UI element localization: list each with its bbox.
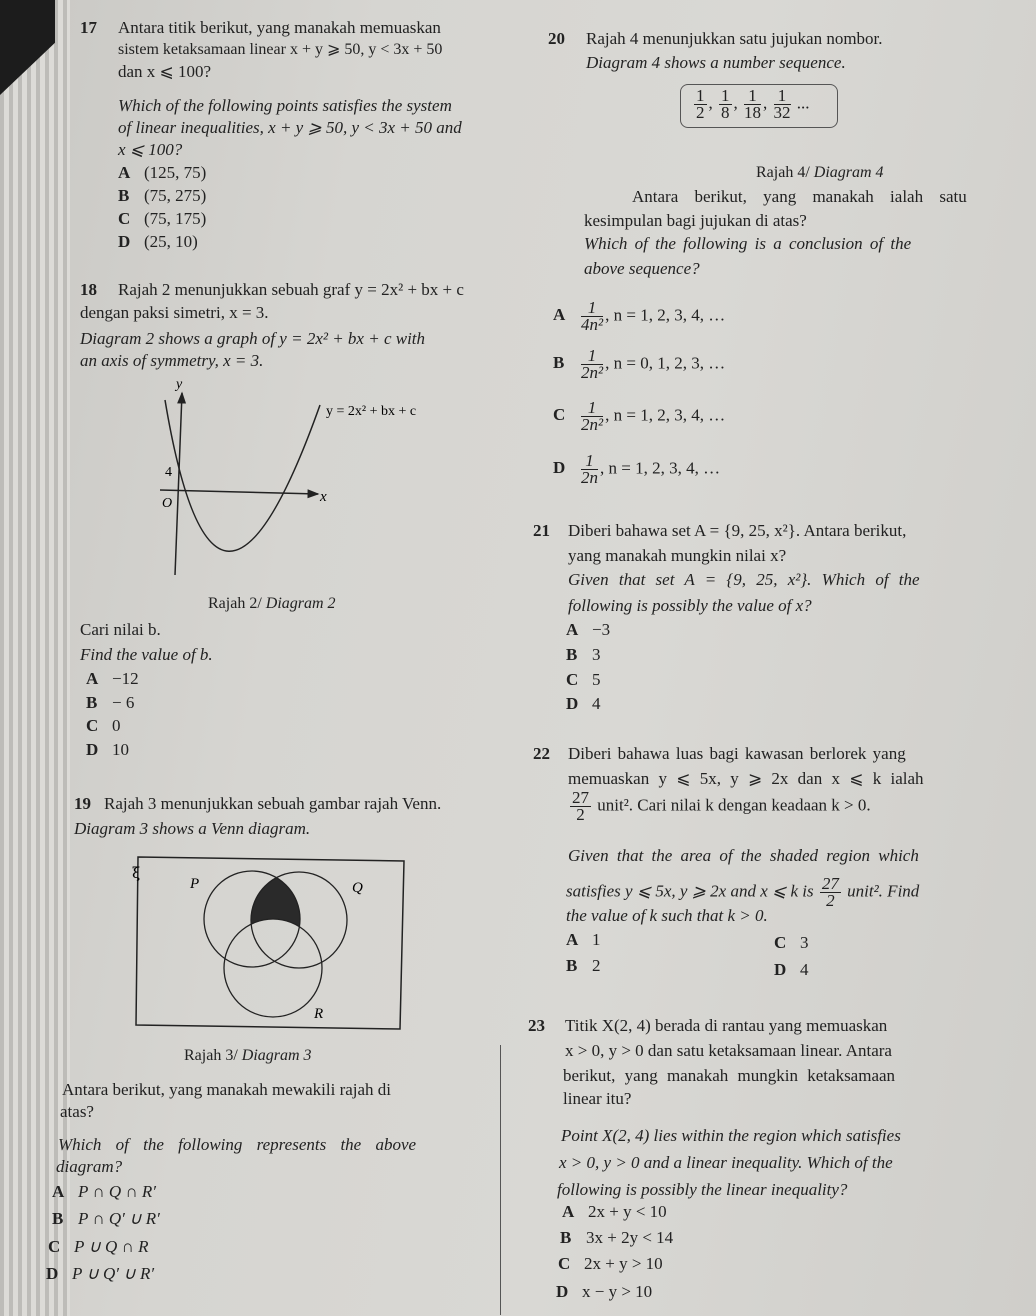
set-q-label: Q xyxy=(352,880,363,896)
question-number: 19 xyxy=(74,794,91,813)
option-key: C xyxy=(774,933,787,952)
option-key: C xyxy=(566,670,579,689)
option-key: A xyxy=(566,930,579,949)
column-divider xyxy=(500,1045,501,1315)
option-key: B xyxy=(566,956,578,975)
option-b[interactable] xyxy=(52,1209,160,1229)
question-number: 18 xyxy=(80,280,97,299)
option-key: A xyxy=(52,1182,65,1201)
option-key: A xyxy=(566,620,579,639)
ask-en: Which of the following represents the above xyxy=(58,1135,417,1154)
question-text-en-part: satisfies y ⩽ 5x, y ⩾ 2x and x ⩽ k is xyxy=(566,881,814,901)
option-fraction: $\frac{1}{\text{2n²}}$ xyxy=(581,346,604,382)
option-text: (25, 10) xyxy=(144,232,198,251)
question-text-ms: Rajah 2 menunjukkan sebuah graf y = 2x² + bx + c xyxy=(118,280,464,299)
option-key: D xyxy=(553,458,566,478)
option-text: 5 xyxy=(592,670,601,689)
option-key: C xyxy=(118,209,131,228)
option-key: D xyxy=(46,1264,59,1283)
option-d[interactable] xyxy=(556,1282,652,1302)
question-text-en: following is possibly the value of x? xyxy=(568,596,812,615)
sequence-term: $\frac{1}{32}$ xyxy=(773,86,791,122)
question-text-en: Point X(2, 4) lies within the region which satisfies xyxy=(561,1126,901,1145)
question-text-ms: Diberi bahawa luas bagi kawasan berlorek yang xyxy=(568,744,906,763)
question-number: 21 xyxy=(533,521,550,540)
ask-en: Find the value of b. xyxy=(80,645,213,664)
question-number: 23 xyxy=(528,1016,545,1035)
option-d[interactable] xyxy=(553,453,720,486)
option-text: 2x + y < 10 xyxy=(588,1202,667,1221)
caption-ms: Rajah 2/ xyxy=(208,595,262,612)
question-text-en: Diagram 3 shows a Venn diagram. xyxy=(74,819,311,838)
option-text: 10 xyxy=(112,740,129,759)
question-text-en: x > 0, y > 0 and a linear inequality. Which of the xyxy=(559,1153,893,1172)
option-key: C xyxy=(553,405,566,425)
ask-ms: kesimpulan bagi jujukan di atas? xyxy=(584,211,807,230)
option-text: 3 xyxy=(800,933,809,952)
option-key: A xyxy=(86,669,99,688)
ask-ms: Cari nilai b. xyxy=(80,620,161,639)
question-text-ms xyxy=(568,790,871,823)
question-text-en: following is possibly the linear inequality? xyxy=(557,1180,848,1199)
area-fraction: $\frac{27}{2}$ xyxy=(821,874,839,910)
question-text-ms: yang manakah mungkin nilai x? xyxy=(568,546,787,565)
option-d[interactable] xyxy=(566,694,601,714)
caption-en: Diagram 3 xyxy=(241,1047,312,1064)
question-text-ms: linear itu? xyxy=(563,1089,632,1108)
x-axis-label: x xyxy=(320,489,327,505)
question-text-ms: sistem ketaksamaan linear x + y ⩾ 50, y < 3x + 50 xyxy=(118,41,443,58)
option-c[interactable] xyxy=(566,670,601,690)
option-fraction: $\frac{1}{\text{2n²}}$ xyxy=(581,398,604,434)
option-b[interactable] xyxy=(553,348,725,381)
ask-ms: Antara berikut, yang manakah mewakili rajah di xyxy=(62,1080,392,1099)
option-text: P ∩ Q′ ∪ R′ xyxy=(78,1209,160,1228)
universal-set-label: ξ xyxy=(132,864,141,882)
option-key: A xyxy=(553,305,566,325)
question-text-en: Diagram 4 shows a number sequence. xyxy=(586,53,846,72)
area-fraction: $\frac{27}{2}$ xyxy=(572,788,589,824)
question-number: 20 xyxy=(548,29,565,48)
option-a[interactable] xyxy=(566,620,610,640)
option-c[interactable] xyxy=(48,1237,148,1257)
diagram-caption xyxy=(184,1046,312,1066)
option-text: P ∩ Q ∩ R′ xyxy=(78,1182,157,1201)
ask-en: above sequence? xyxy=(584,259,700,278)
option-a[interactable] xyxy=(562,1202,667,1222)
set-p-label: P xyxy=(190,876,200,892)
question-text-en: the value of k such that k > 0. xyxy=(566,906,768,925)
ask-ms: Antara berikut, yang manakah ialah satu xyxy=(632,187,967,206)
sequence-term: $\frac{1}{18}$ xyxy=(744,86,761,122)
option-c[interactable] xyxy=(558,1254,663,1274)
option-b[interactable] xyxy=(560,1228,673,1248)
option-key: C xyxy=(86,716,99,735)
option-b[interactable] xyxy=(566,645,601,665)
question-text-ms-tail: unit². Cari nilai k dengan keadaan k > 0. xyxy=(597,795,871,815)
option-text: − 6 xyxy=(112,693,135,712)
question-text-ms: memuaskan y ⩽ 5x, y ⩾ 2x dan x ⩽ k ialah xyxy=(568,769,924,788)
question-text-en: of linear inequalities, x + y ⩾ 50, y < 3x + 50 and xyxy=(118,118,462,137)
ask-ms: atas? xyxy=(60,1102,94,1121)
option-text: , n = 1, 2, 3, 4, … xyxy=(600,458,721,478)
option-text: , n = 0, 1, 2, 3, … xyxy=(605,353,726,373)
option-key: D xyxy=(556,1282,569,1301)
option-key: A xyxy=(562,1202,575,1221)
sequence-term: $\frac{1}{2}$ xyxy=(696,86,705,122)
option-text: −3 xyxy=(592,620,611,639)
question-number: 17 xyxy=(80,18,97,37)
caption-en: Diagram 4 xyxy=(813,164,884,181)
option-text: 4 xyxy=(800,960,809,979)
option-key: B xyxy=(118,186,130,205)
option-key: B xyxy=(560,1228,572,1247)
question-text-ms: dengan paksi simetri, x = 3. xyxy=(80,303,269,322)
question-text-ms: berikut, yang manakah mungkin ketaksamaan xyxy=(563,1066,896,1085)
question-text-en: Given that the area of the shaded region which xyxy=(568,846,919,865)
curve-equation-label: y = 2x² + bx + c xyxy=(326,404,417,419)
option-text: −12 xyxy=(112,669,139,688)
y-intercept-label: 4 xyxy=(165,465,172,480)
shaded-region xyxy=(100,850,500,1050)
question-text-ms: Antara titik berikut, yang manakah memuaskan xyxy=(118,18,441,37)
option-key: D xyxy=(118,232,131,251)
option-text: (75, 275) xyxy=(144,186,207,205)
question-number: 22 xyxy=(533,744,550,763)
option-a[interactable] xyxy=(566,930,601,950)
question-text-en xyxy=(566,876,919,909)
option-key: B xyxy=(52,1209,64,1228)
caption-ms: Rajah 3/ xyxy=(184,1047,238,1064)
question-text-ms: Titik X(2, 4) berada di rantau yang memuaskan xyxy=(565,1016,888,1035)
option-text: 3 xyxy=(592,645,601,664)
question-text-en: x ⩽ 100? xyxy=(118,140,183,159)
option-key: B xyxy=(553,353,565,373)
option-d[interactable] xyxy=(46,1264,154,1284)
option-key: D xyxy=(86,740,99,759)
question-text-en: Given that set A = {9, 25, x²}. Which of the xyxy=(568,570,920,589)
option-text: 4 xyxy=(592,694,601,713)
question-text-ms: Rajah 3 menunjukkan sebuah gambar rajah Venn. xyxy=(104,794,442,813)
option-text: P ∪ Q′ ∪ R′ xyxy=(72,1264,155,1283)
option-key: A xyxy=(118,163,131,182)
option-a[interactable] xyxy=(52,1182,156,1202)
option-d[interactable] xyxy=(774,960,809,980)
option-c[interactable] xyxy=(553,400,725,433)
question-text-en: Which of the following points satisfies the system xyxy=(118,96,452,115)
option-text: 0 xyxy=(112,716,121,735)
diagram-caption xyxy=(756,163,884,183)
option-key: C xyxy=(558,1254,571,1273)
question-text-en-part: unit². Find xyxy=(847,881,920,901)
ask-en: Which of the following is a conclusion of the xyxy=(584,234,912,253)
set-r-label: R xyxy=(314,1006,324,1022)
option-text: 2 xyxy=(592,956,601,975)
origin-label: O xyxy=(162,496,173,511)
option-text: , n = 1, 2, 3, 4, … xyxy=(605,305,726,325)
option-text: x − y > 10 xyxy=(582,1282,653,1301)
question-text-en: Diagram 2 shows a graph of y = 2x² + bx + c with xyxy=(80,329,426,348)
question-text-ms: dan x ⩽ 100? xyxy=(118,62,212,81)
option-fraction: $\frac{1}{\text{4n²}}$ xyxy=(581,298,604,334)
sequence-term: $\frac{1}{8}$ xyxy=(721,86,730,122)
option-a[interactable] xyxy=(553,300,725,333)
option-key: B xyxy=(86,693,98,712)
option-key: D xyxy=(774,960,787,979)
caption-en: Diagram 2 xyxy=(265,595,336,612)
question-text-ms: x > 0, y > 0 dan satu ketaksamaan linear. Antara xyxy=(565,1041,892,1060)
number-sequence: $\frac{1}{2}$ , $\frac{1}{8}$ , $\frac{1}{18}$ , $\frac{1}{32}$ ... xyxy=(696,86,810,122)
question-text-en: an axis of symmetry, x = 3. xyxy=(80,351,264,370)
option-text: 3x + 2y < 14 xyxy=(586,1228,674,1247)
option-text: 2x + y > 10 xyxy=(584,1254,663,1273)
sequence-ellipsis: ... xyxy=(796,93,810,113)
option-text: P ∪ Q ∩ R xyxy=(74,1237,149,1256)
option-text: 1 xyxy=(592,930,601,949)
option-text: (75, 175) xyxy=(144,209,207,228)
option-fraction: $\frac{1}{2n}$ xyxy=(581,451,598,487)
y-axis-label: y xyxy=(176,377,183,392)
option-text: (125, 75) xyxy=(144,163,207,182)
option-b[interactable] xyxy=(566,956,601,976)
ask-en: diagram? xyxy=(56,1157,123,1176)
venn-diagram xyxy=(0,0,500,1050)
question-text-ms: Diberi bahawa set A = {9, 25, x²}. Antara berikut, xyxy=(568,521,907,540)
caption-ms: Rajah 4/ xyxy=(756,164,810,181)
option-key: D xyxy=(566,694,579,713)
option-c[interactable] xyxy=(774,933,809,953)
option-key: C xyxy=(48,1237,61,1256)
question-text-ms: Rajah 4 menunjukkan satu jujukan nombor. xyxy=(586,29,883,48)
option-key: B xyxy=(566,645,578,664)
option-text: , n = 1, 2, 3, 4, … xyxy=(605,405,726,425)
